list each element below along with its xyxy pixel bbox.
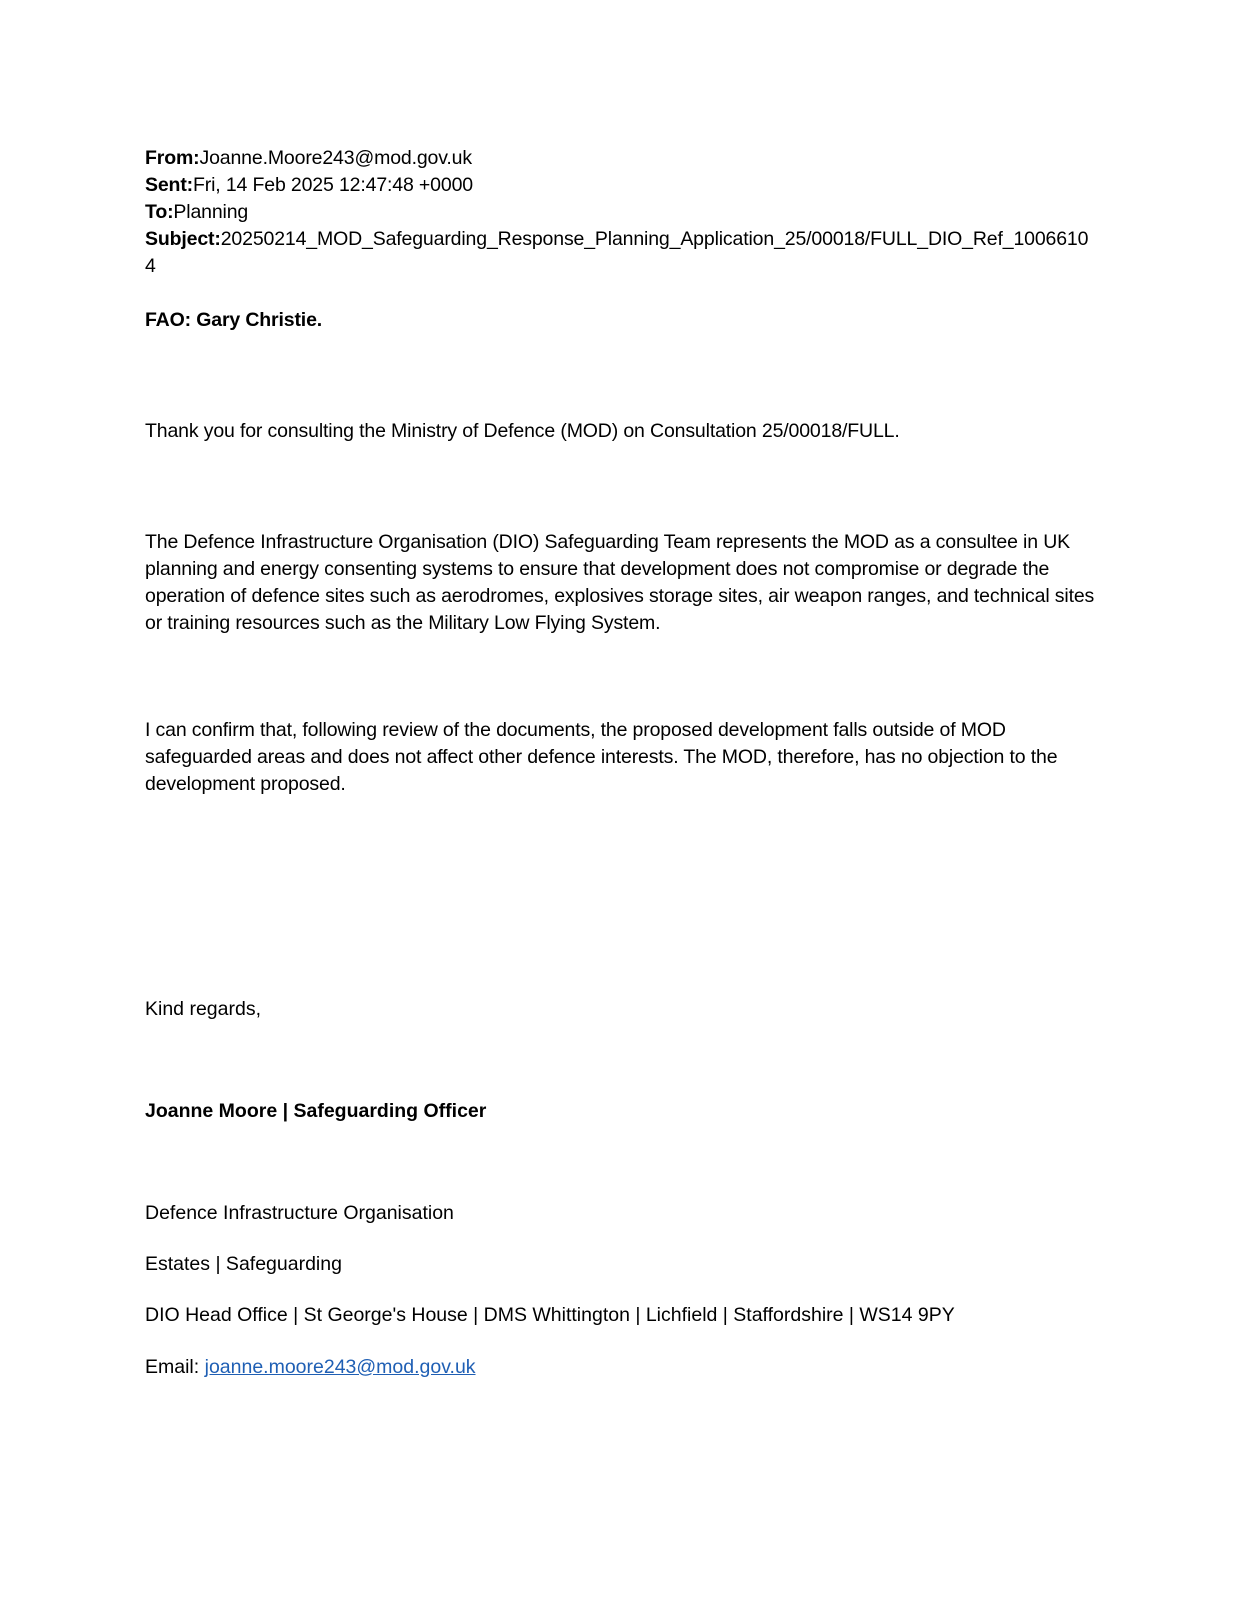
to-line	[145, 199, 1095, 226]
to-value: Planning	[173, 201, 249, 223]
closing: Kind regards,	[145, 998, 261, 1020]
subject-value: 20250214_MOD_Safeguarding_Response_Planning_Application_25/00018/FULL_DIO_Ref_10066104	[145, 228, 1089, 277]
email-header	[145, 145, 1095, 280]
signature-organisation: Defence Infrastructure Organisation	[145, 1202, 454, 1224]
from-line	[145, 145, 1095, 172]
subject-label: Subject:	[145, 228, 221, 250]
from-label: From:	[145, 147, 200, 169]
sent-line	[145, 172, 1095, 199]
signature-email-line	[145, 1355, 476, 1379]
sent-value: Fri, 14 Feb 2025 12:47:48 +0000	[193, 174, 473, 196]
body-paragraph-2: The Defence Infrastructure Organisation (DIO) Safeguarding Team represents the MOD as a consultee in UK planning and energy consenting systems to ensure that development does not compromise or degrade the operation of defence sites such as aerodromes, explosives storage sites, air weapon ranges, and technical sites or training resources such as the Military Low Flying System.	[145, 531, 1095, 634]
signature-department: Estates | Safeguarding	[145, 1253, 342, 1275]
to-label: To:	[145, 201, 174, 223]
email-link[interactable]: joanne.moore243@mod.gov.uk	[204, 1356, 476, 1378]
subject-line	[145, 226, 1095, 280]
body-paragraph-3: I can confirm that, following review of the documents, the proposed development falls outside of MOD safeguarded areas and does not affect other defence interests. The MOD, therefore, has no objection to the development proposed.	[145, 719, 1058, 795]
email-label: Email:	[145, 1356, 205, 1378]
signature-name-title: Joanne Moore | Safeguarding Officer	[145, 1100, 487, 1122]
signature-address: DIO Head Office | St George's House | DMS Whittington | Lichfield | Staffordshire | WS14 9PY	[145, 1304, 955, 1326]
fao-line: FAO: Gary Christie.	[145, 309, 323, 331]
sent-label: Sent:	[145, 174, 194, 196]
from-value: Joanne.Moore243@mod.gov.uk	[199, 147, 472, 169]
body-paragraph-1: Thank you for consulting the Ministry of Defence (MOD) on Consultation 25/00018/FULL.	[145, 420, 900, 442]
